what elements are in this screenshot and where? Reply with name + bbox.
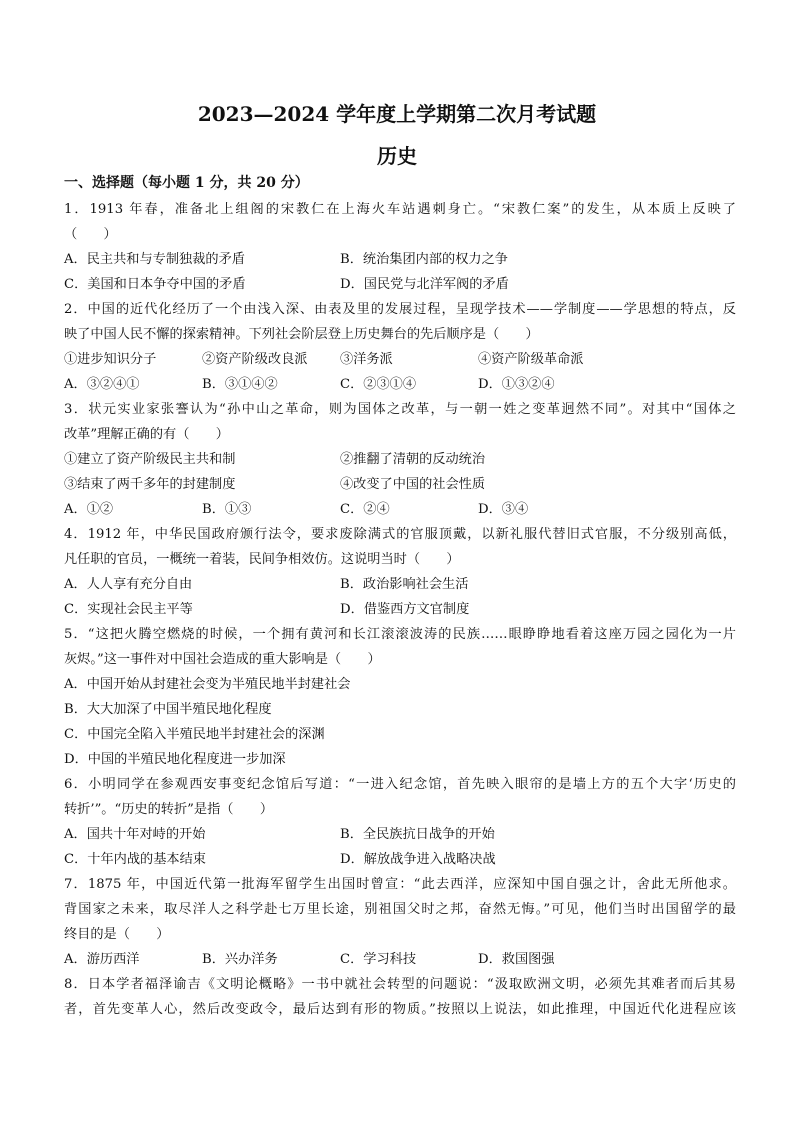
question-list bbox=[64, 197, 736, 1022]
option-c[interactable]: C．实现社会民主平等 bbox=[64, 602, 193, 617]
section-heading: 一、选择题（每小题 1 分，共 20 分） bbox=[64, 175, 309, 191]
question-5-text: 5．“这把火腾空燃烧的时候，一个拥有黄河和长江滚滚波涛的民族……眼睁睁地看着这座万园之园化为一片 bbox=[64, 627, 736, 642]
question-7-text: 7．1875 年，中国近代第一批海军留学生出国时曾宣：“此去西洋，应深知中国自强之计，舍此无所他求。 bbox=[64, 877, 736, 892]
option-c[interactable]: C．学习科技 bbox=[340, 952, 417, 967]
question-3-items bbox=[64, 447, 736, 472]
item-1: ①建立了资产阶级民主共和制 bbox=[64, 452, 236, 467]
question-2-text: 映了中国人民不懈的探索精神。下列社会阶层登上历史舞台的先后顺序是（ ） bbox=[64, 327, 539, 342]
option-b[interactable]: B．大大加深了中国半殖民地化程度 bbox=[64, 702, 272, 717]
question-2-options bbox=[64, 372, 736, 397]
question-6-text: 转折’”。“历史的转折”是指（ ） bbox=[64, 802, 274, 817]
question-6-options bbox=[64, 822, 736, 847]
item-4: ④改变了中国的社会性质 bbox=[340, 477, 486, 492]
option-a[interactable]: A．民主共和与专制独裁的矛盾 bbox=[64, 252, 245, 267]
option-b[interactable]: B．①③ bbox=[202, 502, 252, 517]
option-d[interactable]: D．中国的半殖民地化程度进一步加深 bbox=[64, 752, 286, 767]
question-8-text: 者，首先变革人心，然后改变政令，最后达到有形的物质。”按照以上说法，如此推理，中国近代化进程应该 bbox=[64, 1002, 736, 1017]
question-4-text: 4．1912 年，中华民国政府颁行法令，要求废除满式的官服顶戴，以新礼服代替旧式官服，不分级别高低， bbox=[64, 527, 736, 542]
option-d[interactable]: D．①③②④ bbox=[478, 377, 555, 392]
item-2: ②推翻了清朝的反动统治 bbox=[340, 452, 486, 467]
item-3: ③结束了两千多年的封建制度 bbox=[64, 477, 236, 492]
question-8-text: 8．日本学者福泽谕吉《文明论概略》一书中就社会转型的问题说：“汲取欧洲文明，必须先其难者而后其易 bbox=[64, 977, 736, 992]
option-a[interactable]: A．人人享有充分自由 bbox=[64, 577, 193, 592]
item-2: ②资产阶级改良派 bbox=[202, 352, 308, 367]
item-3: ③洋务派 bbox=[340, 352, 393, 367]
option-c[interactable]: C．②④ bbox=[340, 502, 390, 517]
option-d[interactable]: D．解放战争进入战略决战 bbox=[340, 852, 496, 867]
question-2-items bbox=[64, 347, 736, 372]
question-3-text: 3．状元实业家张謇认为“孙中山之革命，则为国体之改革，与一朝一姓之变革迥然不同”。对其中“国体之 bbox=[64, 402, 736, 417]
question-7-options bbox=[64, 947, 736, 972]
option-d[interactable]: D．借鉴西方文官制度 bbox=[340, 602, 470, 617]
option-a[interactable]: A．①② bbox=[64, 502, 114, 517]
item-1: ①进步知识分子 bbox=[64, 352, 157, 367]
question-6-text: 6．小明同学在参观西安事变纪念馆后写道：“一进入纪念馆，首先映入眼帘的是墙上方的五个大字‘历史的 bbox=[64, 777, 736, 792]
subject-title: 历史 bbox=[377, 144, 417, 168]
option-c[interactable]: C．中国完全陷入半殖民地半封建社会的深渊 bbox=[64, 727, 325, 742]
question-3-items bbox=[64, 472, 736, 497]
option-a[interactable]: A．③②④① bbox=[64, 377, 140, 392]
option-a[interactable]: A．中国开始从封建社会变为半殖民地半封建社会 bbox=[64, 677, 351, 692]
option-b[interactable]: B．政治影响社会生活 bbox=[340, 577, 469, 592]
question-6-options bbox=[64, 847, 736, 872]
question-7-text: 终目的是（ ） bbox=[64, 927, 170, 942]
option-c[interactable]: C．②③①④ bbox=[340, 377, 417, 392]
question-1-text: 1．1913 年春，准备北上组阁的宋教仁在上海火车站遇刺身亡。“宋教仁案”的发生，从本质上反映了 bbox=[64, 202, 736, 217]
question-3-text: 改革”理解正确的有（ ） bbox=[64, 427, 229, 442]
option-a[interactable]: A．游历西洋 bbox=[64, 952, 140, 967]
option-d[interactable]: D．国民党与北洋军阀的矛盾 bbox=[340, 277, 509, 292]
question-4-options bbox=[64, 597, 736, 622]
option-b[interactable]: B．统治集团内部的权力之争 bbox=[340, 252, 508, 267]
question-1-options bbox=[64, 272, 736, 297]
question-2-text: 2．中国的近代化经历了一个由浅入深、由表及里的发展过程，呈现学技术——学制度——学思想的特点，反 bbox=[64, 302, 736, 317]
option-a[interactable]: A．国共十年对峙的开始 bbox=[64, 827, 206, 842]
option-b[interactable]: B．③①④② bbox=[202, 377, 278, 392]
option-b[interactable]: B．兴办洋务 bbox=[202, 952, 278, 967]
question-1-text: （ ） bbox=[64, 227, 117, 242]
option-d[interactable]: D．救国图强 bbox=[478, 952, 555, 967]
question-4-text: 凡任职的官员，一概统一着装，民间争相效仿。这说明当时（ ） bbox=[64, 552, 460, 567]
question-4-options bbox=[64, 572, 736, 597]
option-c[interactable]: C．十年内战的基本结束 bbox=[64, 852, 206, 867]
option-c[interactable]: C．美国和日本争夺中国的矛盾 bbox=[64, 277, 246, 292]
item-4: ④资产阶级革命派 bbox=[478, 352, 584, 367]
question-5-text: 灰烬。”这一事件对中国社会造成的重大影响是（ ） bbox=[64, 652, 381, 667]
option-b[interactable]: B．全民族抗日战争的开始 bbox=[340, 827, 495, 842]
option-d[interactable]: D．③④ bbox=[478, 502, 529, 517]
question-7-text: 背国家之未来，取尽洋人之科学赴七万里长途，别祖国父时之邦，奋然无悔。”可见，他们当时出国留学的最 bbox=[64, 902, 736, 917]
question-1-options bbox=[64, 247, 736, 272]
question-3-options bbox=[64, 497, 736, 522]
exam-title: 2023—2024 学年度上学期第二次月考试题 bbox=[197, 102, 597, 126]
